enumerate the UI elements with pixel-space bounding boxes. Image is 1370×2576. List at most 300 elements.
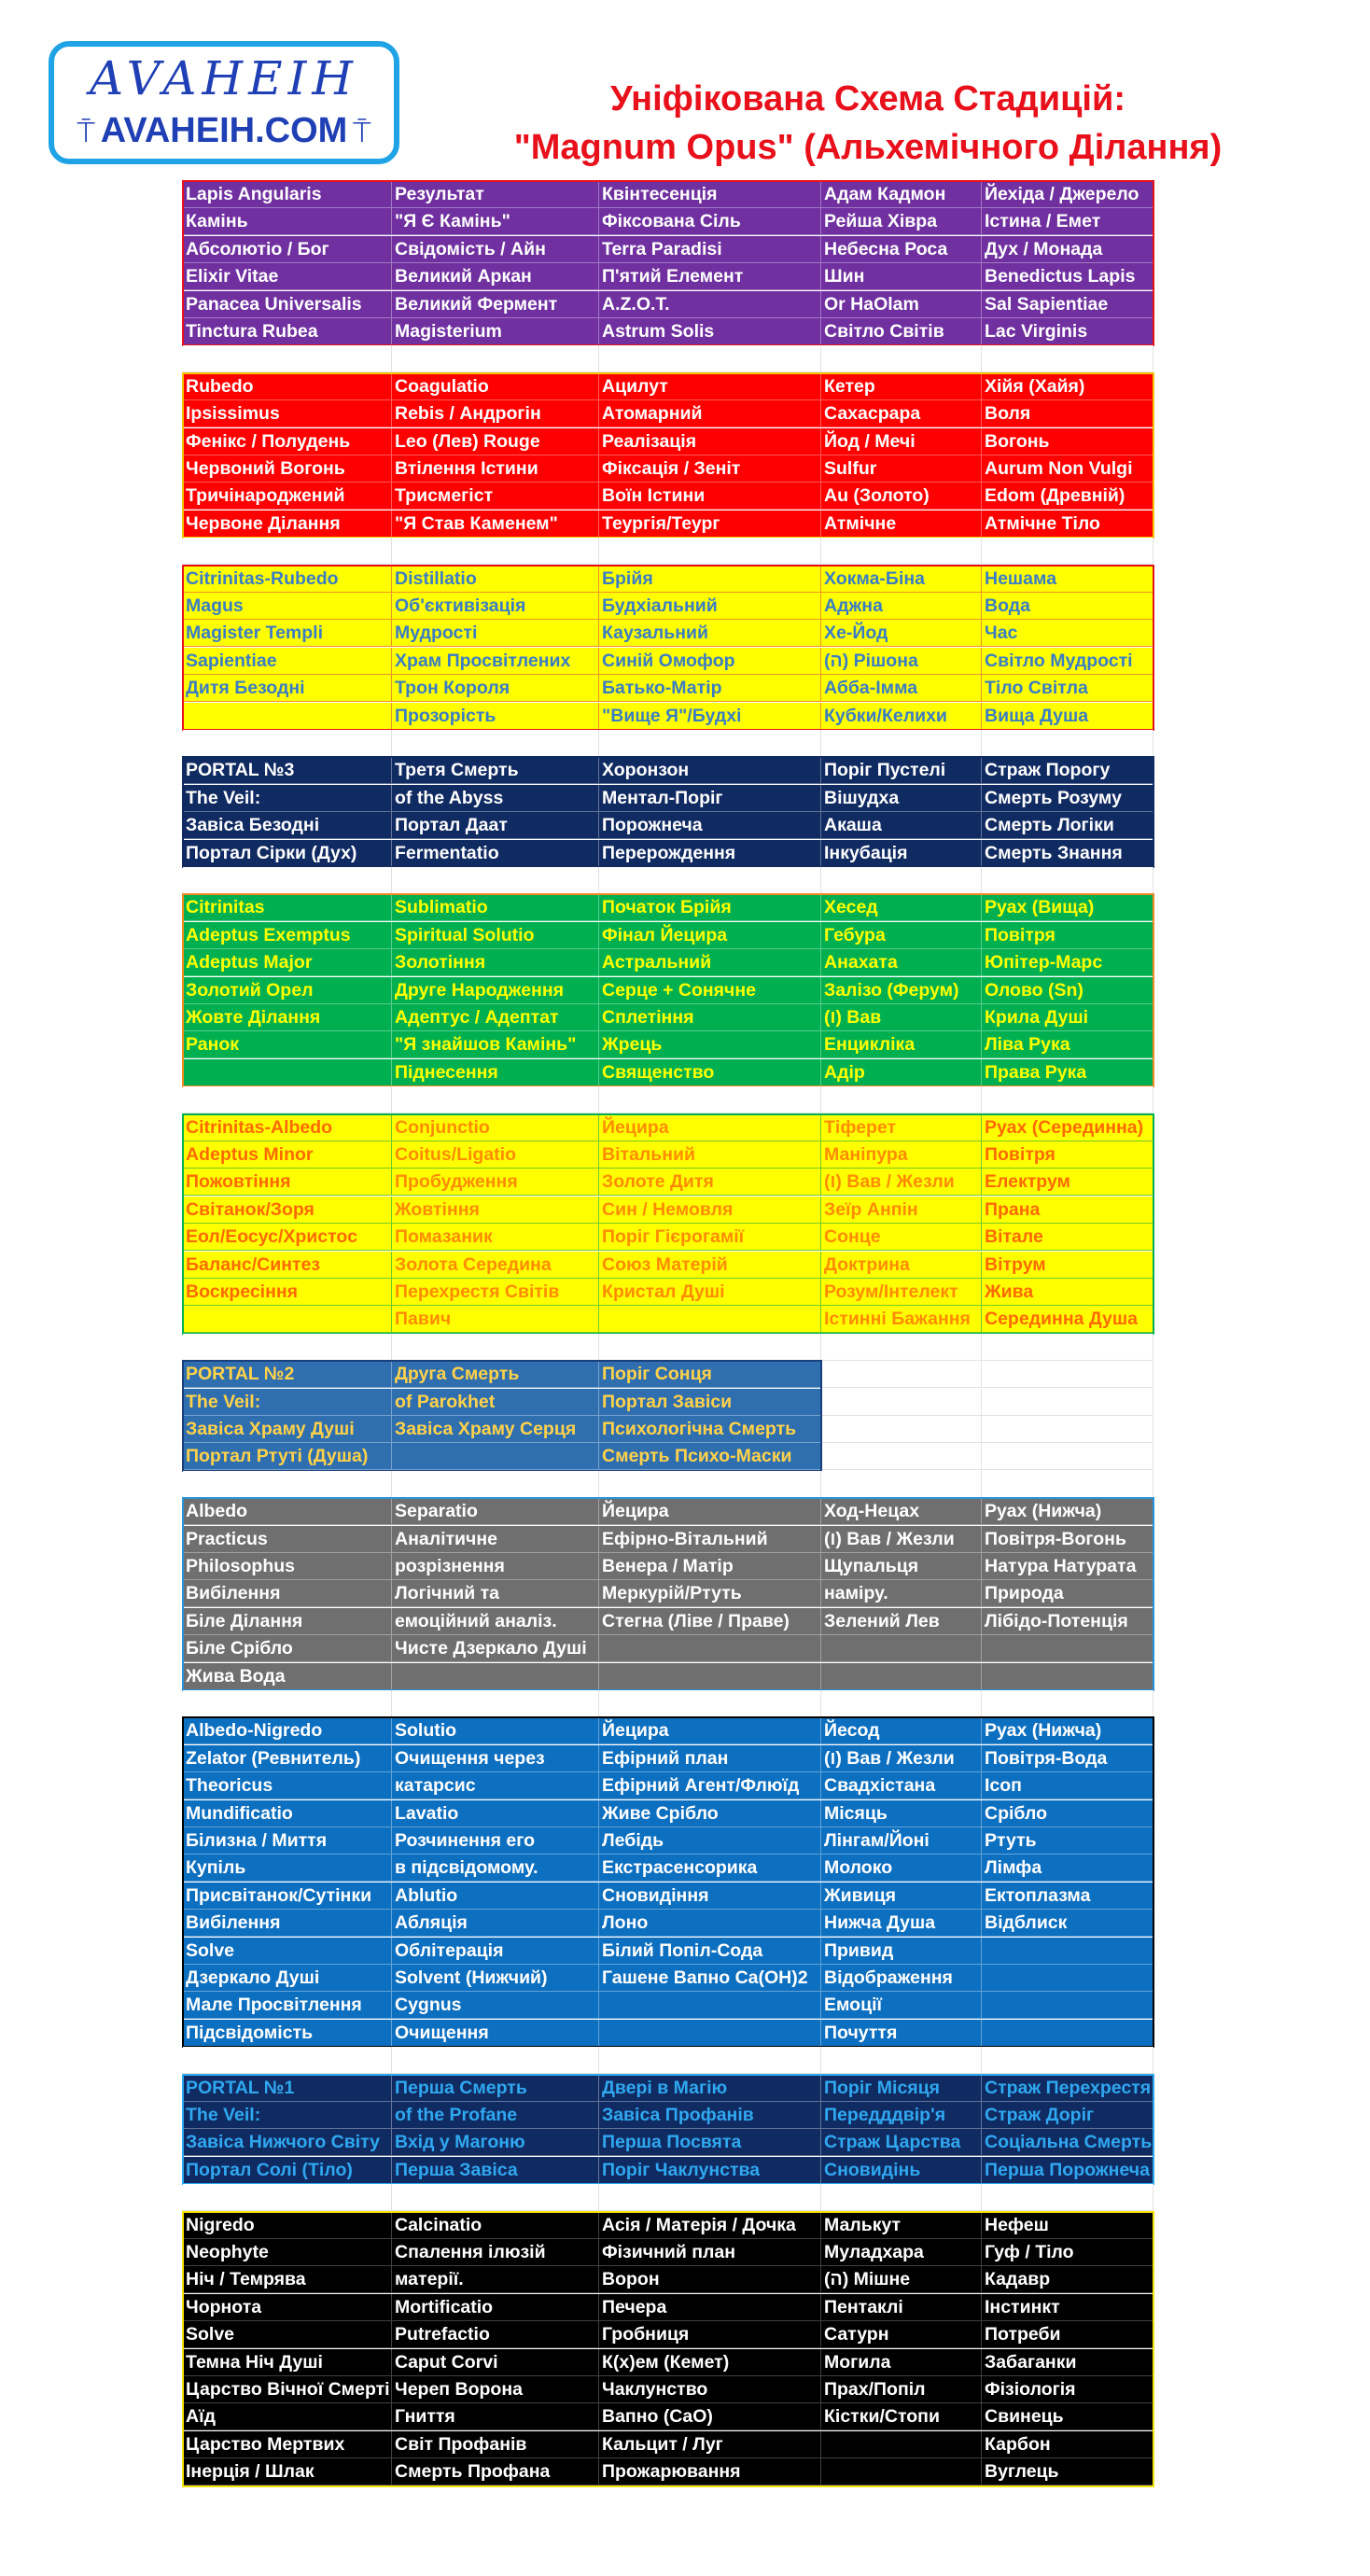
section-lyellow-row [183, 1279, 1153, 1306]
table-cell: Інерція / Шлак [183, 2458, 392, 2485]
table-cell: Завіса Профанів [599, 2102, 821, 2129]
table-cell: Страж Царства [821, 2129, 982, 2156]
table-cell [599, 1992, 821, 2019]
table-cell: Соціальна Смерть [982, 2129, 1153, 2156]
table-cell: Вища Душа [982, 703, 1153, 730]
table-cell: Ранок [183, 1031, 392, 1058]
table-cell: Спалення ілюзій [392, 2239, 599, 2266]
empty-cell [982, 1086, 1153, 1113]
section-red-row [183, 373, 1153, 400]
table-cell [821, 2458, 982, 2485]
empty-cell [982, 1334, 1153, 1361]
table-cell: The Veil: [183, 2102, 392, 2129]
table-cell: A.Z.O.T. [599, 291, 821, 318]
section-gray-row [183, 1580, 1153, 1607]
empty-cell [982, 2047, 1153, 2074]
empty-cell [392, 1471, 599, 1498]
table-cell: Біле Срібло [183, 1635, 392, 1662]
table-cell: Фенікс / Полудень [183, 428, 392, 455]
table-cell [821, 1635, 982, 1662]
empty-cell [821, 2047, 982, 2074]
table-cell: Перша Смерть [392, 2075, 599, 2102]
table-cell: Портал Даат [392, 812, 599, 839]
table-cell: Fermentatio [392, 840, 599, 867]
table-cell: Портал Завіси [599, 1389, 821, 1416]
table-cell: Абляція [392, 1910, 599, 1937]
table-cell: Золотий Орел [183, 977, 392, 1004]
table-cell: Дзеркало Душі [183, 1965, 392, 1992]
table-cell: Сатурн [821, 2321, 982, 2348]
table-cell: Облітерація [392, 1938, 599, 1965]
table-cell: Підсвідомість [183, 2020, 392, 2047]
table-cell: Перша Порожнеча [982, 2157, 1153, 2184]
spacer-row [183, 730, 1153, 757]
section-green-row [183, 1004, 1153, 1031]
table-cell: Священство [599, 1059, 821, 1086]
table-cell: Венера / Матір [599, 1553, 821, 1580]
table-cell: Натура Натурата [982, 1553, 1153, 1580]
table-cell: of Parokhet [392, 1389, 599, 1416]
section-green-row [183, 894, 1153, 921]
section-lyellow-row [183, 1224, 1153, 1251]
table-cell: Йецира [599, 1498, 821, 1525]
table-cell: The Veil: [183, 1389, 392, 1416]
table-cell: Червоне Ділання [183, 511, 392, 538]
spacer-row [183, 538, 1153, 565]
section-green-row [183, 922, 1153, 949]
table-cell: Енцикліка [821, 1031, 982, 1058]
table-cell: Об'єктивізація [392, 593, 599, 620]
section-red-row [183, 511, 1153, 538]
section-navy-row [183, 812, 1153, 839]
empty-cell [599, 730, 821, 757]
section-blue-row [183, 1827, 1153, 1855]
table-cell: Руах (Нижча) [982, 1498, 1153, 1525]
spacer-row [183, 1086, 1153, 1113]
table-cell: Вуглець [982, 2458, 1153, 2485]
table-cell: Сновидіння [599, 1883, 821, 1910]
table-cell: Sulfur [821, 455, 982, 483]
empty-cell [183, 1334, 392, 1361]
table-cell: Чорнота [183, 2294, 392, 2321]
table-cell [599, 1635, 821, 1662]
table-cell [392, 1443, 599, 1470]
table-cell [982, 1965, 1153, 1992]
table-cell: Ментал-Поріг [599, 785, 821, 812]
table-cell: (ו) Вав / Жезли [821, 1526, 982, 1553]
table-cell: Тіферет [821, 1114, 982, 1141]
spacer-row [183, 1334, 1153, 1361]
table-cell: Біле Ділання [183, 1608, 392, 1635]
table-cell: Йесод [821, 1717, 982, 1744]
table-cell: Анахата [821, 949, 982, 976]
table-cell: Вибілення [183, 1580, 392, 1607]
table-cell: Сновидінь [821, 2157, 982, 2184]
section-blue-row [183, 1717, 1153, 1744]
table-cell: Поріг Пустелі [821, 757, 982, 784]
table-cell: Coitus/Ligatio [392, 1141, 599, 1169]
table-cell: Крила Душі [982, 1004, 1153, 1031]
table-cell: Tinctura Rubea [183, 318, 392, 345]
table-cell: Смерть Психо-Маски [599, 1443, 821, 1470]
page-title-line-2: "Magnum Opus" (Альхемічного Ділання) [513, 128, 1223, 167]
table-cell: Separatio [392, 1498, 599, 1525]
table-cell: Conjunctio [392, 1114, 599, 1141]
section-navy-row [183, 785, 1153, 812]
page-title-line-1: Уніфікована Схема Стадицій: [609, 79, 1126, 119]
site-logo[interactable] [49, 41, 399, 164]
table-cell: Царство Мертвих [183, 2431, 392, 2458]
table-cell: Caput Corvi [392, 2349, 599, 2376]
section-black-row [183, 2321, 1153, 2348]
table-cell: Practicus [183, 1526, 392, 1553]
table-cell: Порожнеча [599, 812, 821, 839]
table-cell: Lapis Angularis [183, 181, 392, 208]
table-cell: Доктрина [821, 1252, 982, 1279]
section-gray-row [183, 1635, 1153, 1662]
table-cell: Aurum Non Vulgi [982, 455, 1153, 483]
section-black-row [183, 2212, 1153, 2239]
section-yellow-row [183, 593, 1153, 620]
logo-glyph-left-icon: ⍑ [77, 114, 95, 149]
section-blue-row [183, 2020, 1153, 2047]
table-cell: Поріг Сонця [599, 1361, 821, 1388]
table-cell: Поріг Місяця [821, 2075, 982, 2102]
table-cell: Тіло Світла [982, 675, 1153, 702]
table-cell: Адір [821, 1059, 982, 1086]
table-cell: Перехрестя Світів [392, 1279, 599, 1306]
empty-cell [183, 2047, 392, 2074]
table-cell: Розчинення его [392, 1827, 599, 1855]
logo-script-text: AVAHEIH [90, 51, 358, 105]
table-cell: Гебура [821, 922, 982, 949]
table-cell: Чисте Дзеркало Душі [392, 1635, 599, 1662]
table-cell: Друга Смерть [392, 1361, 599, 1388]
table-cell: Йод / Мечі [821, 428, 982, 455]
empty-cell [392, 867, 599, 894]
table-cell: Ефірний план [599, 1745, 821, 1772]
section-red-row [183, 455, 1153, 483]
empty-cell [821, 345, 982, 372]
section-green-row [183, 949, 1153, 976]
section-yellow-row [183, 648, 1153, 675]
table-cell: Чаклунство [599, 2376, 821, 2403]
empty-cell [599, 2184, 821, 2211]
table-cell: Citrinitas-Rubedo [183, 566, 392, 593]
table-cell [821, 1361, 982, 1388]
table-cell: розрізнення [392, 1553, 599, 1580]
table-cell: Кристал Душі [599, 1279, 821, 1306]
empty-cell [392, 345, 599, 372]
logo-url[interactable] [54, 108, 394, 154]
table-cell: Calcinatio [392, 2212, 599, 2239]
table-cell: Adeptus Minor [183, 1141, 392, 1169]
table-cell: Пожовтіння [183, 1169, 392, 1196]
table-cell: Panacea Universalis [183, 291, 392, 318]
empty-cell [599, 1690, 821, 1717]
table-cell: Гуф / Тіло [982, 2239, 1153, 2266]
table-cell: Стегна (Ліве / Праве) [599, 1608, 821, 1635]
table-cell: Cygnus [392, 1992, 599, 2019]
table-cell: Воскресіння [183, 1279, 392, 1306]
empty-cell [392, 1334, 599, 1361]
table-cell: Смерть Логіки [982, 812, 1153, 839]
table-cell: Свадхістана [821, 1772, 982, 1799]
section-black-row [183, 2349, 1153, 2376]
table-cell: Кальцит / Луг [599, 2431, 821, 2458]
table-cell: Білий Попіл-Сода [599, 1938, 821, 1965]
table-cell: Інкубація [821, 840, 982, 867]
table-cell: Живе Срібло [599, 1800, 821, 1827]
table-cell: Реалізація [599, 428, 821, 455]
table-cell: Темна Ніч Душі [183, 2349, 392, 2376]
table-cell [599, 1663, 821, 1690]
table-cell: Серце + Сонячне [599, 977, 821, 1004]
table-cell: Magisterium [392, 318, 599, 345]
table-cell: (ה) Рішона [821, 648, 982, 675]
table-cell: Жрець [599, 1031, 821, 1058]
table-cell: Rubedo [183, 373, 392, 400]
table-cell: Меркурій/Ртуть [599, 1580, 821, 1607]
table-cell: Початок Брійя [599, 894, 821, 921]
section-gray-row [183, 1608, 1153, 1635]
table-cell: Benedictus Lapis [982, 263, 1153, 290]
section-lyellow-row [183, 1252, 1153, 1279]
table-cell: Zelator (Ревнитель) [183, 1745, 392, 1772]
table-cell: Свинець [982, 2403, 1153, 2430]
section-gray-row [183, 1553, 1153, 1580]
section-dnavy-row [183, 2075, 1153, 2102]
logo-glyph-right-icon: ⍑ [353, 114, 371, 149]
table-cell: Втілення Істини [392, 455, 599, 483]
empty-cell [392, 730, 599, 757]
table-cell: Руах (Серединна) [982, 1114, 1153, 1141]
table-cell: Воля [982, 400, 1153, 427]
section-yellow-row [183, 703, 1153, 730]
empty-cell [183, 1086, 392, 1113]
spacer-row [183, 1471, 1153, 1498]
table-cell: Смерть Профана [392, 2458, 599, 2485]
table-cell: емоційний аналіз. [392, 1608, 599, 1635]
table-cell [982, 1938, 1153, 1965]
table-cell: Аналітичне [392, 1526, 599, 1553]
table-cell: Хоронзон [599, 757, 821, 784]
table-cell: Edom (Древній) [982, 483, 1153, 510]
table-cell: Гашене Вапно Ca(OH)2 [599, 1965, 821, 1992]
table-cell: Двері в Магію [599, 2075, 821, 2102]
table-cell [821, 1416, 982, 1443]
table-cell: Мале Просвітлення [183, 1992, 392, 2019]
table-cell: Нефеш [982, 2212, 1153, 2239]
table-cell: Будхіальний [599, 593, 821, 620]
table-cell: Повітря-Вода [982, 1745, 1153, 1772]
table-cell: Рейша Хівра [821, 208, 982, 235]
table-cell: Муладхара [821, 2239, 982, 2266]
table-cell: Батько-Матір [599, 675, 821, 702]
section-green-row [183, 1031, 1153, 1058]
table-cell: Гниття [392, 2403, 599, 2430]
empty-cell [599, 1086, 821, 1113]
table-cell: Дух / Монада [982, 236, 1153, 263]
empty-cell [982, 867, 1153, 894]
table-cell: Серединна Душа [982, 1306, 1153, 1333]
table-cell: Прана [982, 1197, 1153, 1224]
table-cell: Портал Ртуті (Душа) [183, 1443, 392, 1470]
table-cell [982, 1416, 1153, 1443]
table-cell: Neophyte [183, 2239, 392, 2266]
table-cell: Хійя (Хайя) [982, 373, 1153, 400]
table-cell: Молоко [821, 1855, 982, 1882]
section-gray-row [183, 1663, 1153, 1690]
section-lyellow-row [183, 1114, 1153, 1141]
table-cell: Місяць [821, 1800, 982, 1827]
section-steel-row [183, 1416, 1153, 1443]
table-cell: Світ Профанів [392, 2431, 599, 2458]
table-cell: Coagulatio [392, 373, 599, 400]
table-cell: Камінь [183, 208, 392, 235]
table-cell: Поріг Чаклунства [599, 2157, 821, 2184]
table-cell: Нешама [982, 566, 1153, 593]
table-cell: Sapientiae [183, 648, 392, 675]
table-cell: Золотіння [392, 949, 599, 976]
table-cell [982, 1663, 1153, 1690]
table-cell: Вогонь [982, 428, 1153, 455]
table-cell: Аїд [183, 2403, 392, 2430]
empty-cell [821, 730, 982, 757]
table-cell: Природа [982, 1580, 1153, 1607]
table-cell: Ліва Рука [982, 1031, 1153, 1058]
table-cell [183, 1306, 392, 1333]
table-cell: Повітря-Вогонь [982, 1526, 1153, 1553]
table-cell: Аджна [821, 593, 982, 620]
table-cell: в підсвідомому. [392, 1855, 599, 1882]
table-cell: Пентаклі [821, 2294, 982, 2321]
section-gray-row [183, 1498, 1153, 1525]
table-cell: Sublimatio [392, 894, 599, 921]
table-cell: Павич [392, 1306, 599, 1333]
table-cell: Йехіда / Джерело [982, 181, 1153, 208]
table-cell: Завіса Нижчого Світу [183, 2129, 392, 2156]
table-cell: Страж Порогу [982, 757, 1153, 784]
table-cell: Ipsissimus [183, 400, 392, 427]
empty-cell [982, 730, 1153, 757]
table-cell: Почуття [821, 2020, 982, 2047]
table-cell: Відблиск [982, 1910, 1153, 1937]
empty-cell [821, 1334, 982, 1361]
table-cell: "Я Є Камінь" [392, 208, 599, 235]
table-cell: Ефірний Агент/Флюїд [599, 1772, 821, 1799]
table-cell: Акаша [821, 812, 982, 839]
empty-cell [982, 345, 1153, 372]
section-red-row [183, 483, 1153, 510]
table-cell: Атмічне Тіло [982, 511, 1153, 538]
table-cell: Lac Virginis [982, 318, 1153, 345]
table-cell: of the Abyss [392, 785, 599, 812]
table-cell: Or HaOlam [821, 291, 982, 318]
section-blue-row [183, 1883, 1153, 1910]
table-cell: Йецира [599, 1717, 821, 1744]
section-blue-row [183, 1855, 1153, 1882]
section-black-row [183, 2431, 1153, 2458]
table-cell: Mundificatio [183, 1800, 392, 1827]
table-cell: Світло Світів [821, 318, 982, 345]
table-cell: Ніч / Темрява [183, 2266, 392, 2293]
section-black-row [183, 2294, 1153, 2321]
table-cell: Вибілення [183, 1910, 392, 1937]
table-cell: Ефірно-Вітальний [599, 1526, 821, 1553]
empty-cell [183, 1471, 392, 1498]
section-lyellow-row [183, 1141, 1153, 1169]
table-cell: Світанок/Зоря [183, 1197, 392, 1224]
empty-cell [821, 1471, 982, 1498]
section-red-row [183, 400, 1153, 427]
spacer-row [183, 1690, 1153, 1717]
table-cell: Права Рука [982, 1059, 1153, 1086]
table-cell [821, 2431, 982, 2458]
table-cell: Атмічне [821, 511, 982, 538]
table-cell: Страж Перехрестя [982, 2075, 1153, 2102]
logo-url-text: AVAHEIH.COM [100, 111, 348, 150]
table-cell: Leo (Лев) Rouge [392, 428, 599, 455]
table-cell: Вішудха [821, 785, 982, 812]
table-cell: Лоно [599, 1910, 821, 1937]
table-cell: Au (Золото) [821, 483, 982, 510]
section-dnavy-row [183, 2129, 1153, 2156]
empty-cell [599, 1334, 821, 1361]
section-purple-row [183, 291, 1153, 318]
section-steel-row [183, 1361, 1153, 1388]
section-blue-row [183, 1992, 1153, 2019]
table-cell: Кістки/Стопи [821, 2403, 982, 2430]
empty-cell [982, 1471, 1153, 1498]
table-cell: Воїн Істини [599, 483, 821, 510]
empty-cell [392, 2047, 599, 2074]
table-cell: Пробудження [392, 1169, 599, 1196]
empty-cell [821, 2184, 982, 2211]
empty-cell [982, 2184, 1153, 2211]
table-cell: Завіса Безодні [183, 812, 392, 839]
table-cell: Друге Народження [392, 977, 599, 1004]
table-cell: Ацилут [599, 373, 821, 400]
section-blue-row [183, 1800, 1153, 1827]
table-cell: Solutio [392, 1717, 599, 1744]
table-cell: Храм Просвітлених [392, 648, 599, 675]
section-black-row [183, 2458, 1153, 2485]
table-cell: Жовтіння [392, 1197, 599, 1224]
table-cell: Лібідо-Потенція [982, 1608, 1153, 1635]
empty-cell [183, 345, 392, 372]
table-cell: Піднесення [392, 1059, 599, 1086]
table-cell: Вхід у Магоню [392, 2129, 599, 2156]
table-cell: of the Profane [392, 2102, 599, 2129]
table-cell: Theoricus [183, 1772, 392, 1799]
empty-cell [392, 2184, 599, 2211]
table-cell: Хокма-Біна [821, 566, 982, 593]
section-yellow-row [183, 620, 1153, 647]
table-cell: Кубки/Келихи [821, 703, 982, 730]
table-cell: Син / Немовля [599, 1197, 821, 1224]
table-cell: Печера [599, 2294, 821, 2321]
table-cell: "Я Став Каменем" [392, 511, 599, 538]
table-cell: Смерть Розуму [982, 785, 1153, 812]
section-black-row [183, 2266, 1153, 2293]
table-cell: Живиця [821, 1883, 982, 1910]
table-cell: Прозорість [392, 703, 599, 730]
table-cell: Брійя [599, 566, 821, 593]
table-cell: Юпітер-Марс [982, 949, 1153, 976]
table-cell [821, 1389, 982, 1416]
table-cell: Асія / Матерія / Дочка [599, 2212, 821, 2239]
